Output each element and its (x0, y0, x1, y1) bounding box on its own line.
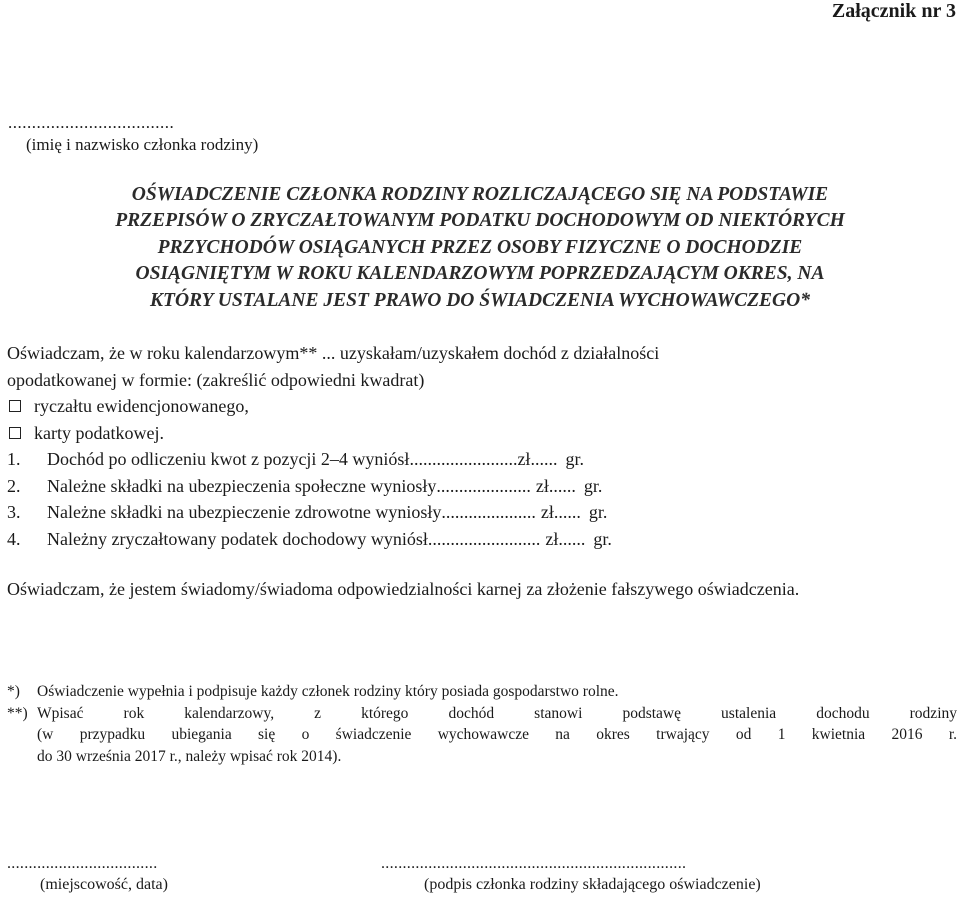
list-item (7, 526, 612, 553)
list-item (7, 499, 612, 526)
item-text: Dochód po odliczeniu kwot z pozycji 2–4 wyniósł (47, 449, 410, 469)
footnote-indent (7, 746, 37, 768)
footnote-indent (7, 724, 37, 746)
currency-zl: zł (535, 475, 549, 496)
footnote-text: Wpisać rok kalendarzowy, z którego dochód stanowi podstawę ustalenia dochodu rodziny (37, 704, 957, 722)
income-items-list (7, 446, 612, 552)
grosze-field[interactable]: ...... (553, 502, 581, 522)
amount-field[interactable]: ........................ (409, 449, 518, 469)
option-karta[interactable] (7, 420, 659, 447)
footnote-text: do 30 września 2017 r., należy wpisać rok 2014). (37, 747, 342, 765)
name-dotted-line: ................................... (8, 113, 175, 132)
option-ryczalt[interactable] (7, 393, 659, 420)
item-number: 4. (7, 528, 21, 549)
item-number: 1. (7, 449, 21, 469)
item-text: Należne składki na ubezpieczenie zdrowotne wyniosły (47, 502, 442, 522)
footnote-text: (w przypadku ubiegania się o świadczenie wychowawcze na okres trwający od 1 kwietnia 2016 r. (37, 726, 957, 743)
currency-zl: zł (540, 502, 554, 522)
footnote (7, 703, 957, 725)
declaration-line: opodatkowanej w formie: (zakreślić odpowiedni kwadrat) (7, 369, 425, 390)
title-line: KTÓRY USTALANE JEST PRAWO DO ŚWIADCZENIA WYCHOWAWCZEGO* (150, 289, 810, 311)
footnote-text: Oświadczenie wypełnia i podpisuje każdy członek rodziny który posiada gospodarstwo rolne. (37, 683, 619, 700)
place-date-field[interactable]: ................................... (7, 855, 158, 872)
place-date-label: (miejscowość, data) (40, 876, 168, 893)
checkbox-icon[interactable] (9, 400, 21, 412)
amount-field[interactable]: ......................... (427, 528, 541, 549)
footnote-continuation (7, 746, 957, 768)
amount-field[interactable]: ..................... (436, 475, 531, 496)
statement-paragraph: Oświadczam, że jestem świadomy/świadoma odpowiedzialności karnej za złożenie fałszywego oświadczenia. (7, 579, 800, 599)
declaration-line: Oświadczam, że w roku kalendarzowym** ... uzyskałam/uzyskałem dochód z działalności (7, 343, 660, 363)
checkbox-icon[interactable] (9, 427, 21, 439)
grosze-field[interactable]: ...... (530, 449, 558, 469)
declaration-paragraph (7, 340, 659, 446)
currency-zl: zł (517, 449, 531, 469)
footnote (7, 681, 957, 703)
name-caption: (imię i nazwisko członka rodziny) (26, 135, 259, 154)
item-number: 2. (7, 475, 21, 496)
signature-field[interactable]: ....................................................................... (381, 855, 687, 872)
amount-field[interactable]: ..................... (441, 502, 536, 522)
currency-gr: gr. (583, 475, 603, 496)
currency-gr: gr. (593, 528, 612, 549)
item-number: 3. (7, 502, 21, 522)
footnote-mark: **) (7, 704, 28, 722)
currency-gr: gr. (565, 449, 584, 469)
signature-label: (podpis członka rodziny składającego oświadczenie) (424, 876, 761, 893)
option-label: karty podatkowej. (34, 422, 164, 443)
title-line: OŚWIADCZENIE CZŁONKA RODZINY ROZLICZAJĄCEGO SIĘ NA PODSTAWIE (131, 184, 829, 205)
title-line: PRZEPISÓW O ZRYCZAŁTOWANYM PODATKU DOCHODOWYM OD NIEKTÓRYCH (115, 210, 845, 232)
grosze-field[interactable]: ...... (548, 475, 576, 496)
currency-zl: zł (545, 528, 559, 549)
document-title (0, 182, 960, 314)
footnote-mark: *) (7, 683, 20, 700)
currency-gr: gr. (588, 502, 608, 522)
footnote-continuation (7, 724, 957, 746)
option-label: ryczałtu ewidencjonowanego, (34, 396, 249, 416)
list-item (7, 446, 612, 473)
item-text: Należny zryczałtowany podatek dochodowy wyniósł (47, 528, 428, 549)
item-text: Należne składki na ubezpieczenia społeczne wyniosły (47, 475, 437, 496)
footnotes (7, 681, 957, 767)
list-item (7, 473, 612, 500)
title-line: PRZYCHODÓW OSIĄGANYCH PRZEZ OSOBY FIZYCZNE O DOCHODZIE (157, 236, 803, 258)
grosze-field[interactable]: ...... (558, 528, 586, 549)
annex-label: Załącznik nr 3 (831, 0, 956, 22)
title-line: OSIĄGNIĘTYM W ROKU KALENDARZOWYM POPRZEDZAJĄCYM OKRES, NA (135, 263, 825, 285)
